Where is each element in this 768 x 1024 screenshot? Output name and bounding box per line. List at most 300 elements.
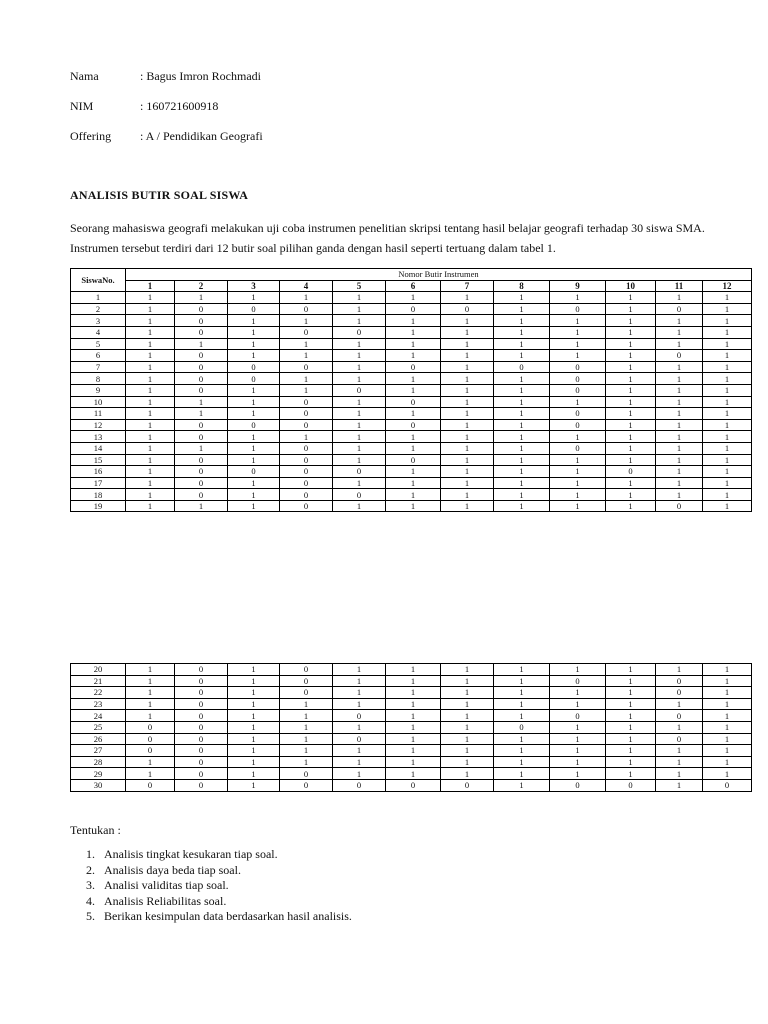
score-cell: 1 bbox=[494, 442, 550, 454]
score-cell: 1 bbox=[126, 466, 175, 478]
name-label: Nama bbox=[70, 69, 99, 83]
score-cell: 1 bbox=[656, 361, 703, 373]
score-cell: 0 bbox=[441, 303, 494, 315]
score-cell: 1 bbox=[386, 384, 441, 396]
table-row bbox=[71, 768, 752, 780]
score-cell: 1 bbox=[703, 384, 752, 396]
score-cell: 1 bbox=[656, 466, 703, 478]
score-cell: 1 bbox=[606, 489, 656, 501]
score-cell: 1 bbox=[228, 779, 280, 791]
score-cell: 0 bbox=[228, 419, 280, 431]
student-number-cell: 5 bbox=[71, 338, 126, 350]
student-number-cell: 17 bbox=[71, 477, 126, 489]
table-row bbox=[71, 500, 752, 512]
score-cell: 1 bbox=[228, 315, 280, 327]
table-row bbox=[71, 396, 752, 408]
score-cell: 1 bbox=[494, 489, 550, 501]
offering-label: Offering bbox=[70, 129, 112, 143]
task-text: Berikan kesimpulan data berdasarkan hasil analisis. bbox=[104, 909, 352, 923]
score-cell: 1 bbox=[441, 396, 494, 408]
score-cell: 1 bbox=[606, 664, 656, 676]
score-cell: 1 bbox=[606, 710, 656, 722]
score-cell: 1 bbox=[228, 710, 280, 722]
score-cell: 1 bbox=[703, 408, 752, 420]
task-number: 3. bbox=[86, 878, 95, 892]
score-cell: 1 bbox=[441, 698, 494, 710]
score-cell: 1 bbox=[126, 408, 175, 420]
score-cell: 1 bbox=[441, 326, 494, 338]
score-cell: 1 bbox=[280, 338, 333, 350]
score-cell: 1 bbox=[280, 721, 333, 733]
score-cell: 1 bbox=[333, 477, 386, 489]
score-cell: 1 bbox=[441, 500, 494, 512]
score-cell: 1 bbox=[703, 350, 752, 362]
score-cell: 1 bbox=[441, 338, 494, 350]
score-cell: 1 bbox=[386, 408, 441, 420]
score-cell: 0 bbox=[656, 350, 703, 362]
score-cell: 1 bbox=[494, 500, 550, 512]
score-cell: 1 bbox=[703, 431, 752, 443]
group-header: Nomor Butir Instrumen bbox=[126, 269, 752, 281]
score-cell: 1 bbox=[703, 500, 752, 512]
score-cell: 0 bbox=[441, 779, 494, 791]
score-cell: 1 bbox=[606, 396, 656, 408]
score-cell: 1 bbox=[441, 710, 494, 722]
score-cell: 1 bbox=[386, 698, 441, 710]
score-cell: 1 bbox=[550, 698, 606, 710]
score-cell: 1 bbox=[386, 756, 441, 768]
score-cell: 1 bbox=[386, 500, 441, 512]
score-cell: 0 bbox=[656, 500, 703, 512]
score-cell: 1 bbox=[386, 721, 441, 733]
score-cell: 1 bbox=[280, 710, 333, 722]
score-cell: 1 bbox=[333, 721, 386, 733]
score-cell: 1 bbox=[228, 326, 280, 338]
item-header-10: 10 bbox=[606, 280, 656, 292]
score-cell: 0 bbox=[280, 419, 333, 431]
task-list bbox=[70, 847, 352, 925]
score-cell: 0 bbox=[656, 687, 703, 699]
score-cell: 0 bbox=[280, 489, 333, 501]
task-text: Analisi validitas tiap soal. bbox=[104, 878, 229, 892]
score-cell: 0 bbox=[175, 303, 228, 315]
score-cell: 0 bbox=[126, 721, 175, 733]
student-number-cell: 4 bbox=[71, 326, 126, 338]
score-cell: 1 bbox=[333, 361, 386, 373]
table-row bbox=[71, 721, 752, 733]
score-cell: 1 bbox=[126, 710, 175, 722]
score-table-part-1 bbox=[70, 268, 752, 512]
score-cell: 1 bbox=[441, 315, 494, 327]
score-cell: 1 bbox=[550, 292, 606, 304]
score-cell: 1 bbox=[126, 350, 175, 362]
student-number-cell: 7 bbox=[71, 361, 126, 373]
table-row bbox=[71, 454, 752, 466]
score-cell: 1 bbox=[550, 500, 606, 512]
item-header-3: 3 bbox=[228, 280, 280, 292]
score-cell: 1 bbox=[606, 408, 656, 420]
score-cell: 0 bbox=[175, 675, 228, 687]
score-cell: 1 bbox=[175, 408, 228, 420]
score-cell: 1 bbox=[494, 745, 550, 757]
student-number-cell: 29 bbox=[71, 768, 126, 780]
score-cell: 0 bbox=[333, 779, 386, 791]
score-cell: 0 bbox=[175, 687, 228, 699]
score-cell: 0 bbox=[550, 675, 606, 687]
score-cell: 0 bbox=[280, 466, 333, 478]
score-cell: 1 bbox=[333, 419, 386, 431]
score-cell: 0 bbox=[494, 721, 550, 733]
score-cell: 1 bbox=[703, 326, 752, 338]
score-cell: 1 bbox=[494, 419, 550, 431]
score-cell: 0 bbox=[386, 396, 441, 408]
table-row bbox=[71, 733, 752, 745]
score-cell: 1 bbox=[550, 733, 606, 745]
score-cell: 1 bbox=[333, 745, 386, 757]
score-cell: 1 bbox=[175, 338, 228, 350]
score-cell: 1 bbox=[606, 477, 656, 489]
score-cell: 1 bbox=[441, 489, 494, 501]
score-cell: 1 bbox=[550, 350, 606, 362]
score-cell: 1 bbox=[333, 500, 386, 512]
list-item bbox=[70, 878, 352, 894]
score-cell: 1 bbox=[606, 721, 656, 733]
table-row bbox=[71, 408, 752, 420]
score-cell: 1 bbox=[656, 721, 703, 733]
table-row bbox=[71, 477, 752, 489]
score-cell: 1 bbox=[333, 768, 386, 780]
student-number-cell: 12 bbox=[71, 419, 126, 431]
score-cell: 1 bbox=[550, 687, 606, 699]
score-cell: 1 bbox=[550, 489, 606, 501]
score-cell: 0 bbox=[175, 384, 228, 396]
score-cell: 1 bbox=[126, 664, 175, 676]
score-cell: 1 bbox=[550, 338, 606, 350]
score-cell: 1 bbox=[703, 315, 752, 327]
score-cell: 1 bbox=[606, 303, 656, 315]
score-cell: 0 bbox=[333, 326, 386, 338]
score-cell: 1 bbox=[606, 419, 656, 431]
score-cell: 1 bbox=[333, 350, 386, 362]
student-number-cell: 2 bbox=[71, 303, 126, 315]
student-number-cell: 14 bbox=[71, 442, 126, 454]
score-cell: 0 bbox=[550, 361, 606, 373]
score-cell: 1 bbox=[550, 454, 606, 466]
score-cell: 1 bbox=[441, 675, 494, 687]
score-cell: 1 bbox=[703, 477, 752, 489]
siswa-header: SiswaNo. bbox=[71, 269, 126, 292]
score-cell: 1 bbox=[494, 373, 550, 385]
item-header-12: 12 bbox=[703, 280, 752, 292]
score-cell: 1 bbox=[333, 315, 386, 327]
score-cell: 0 bbox=[280, 675, 333, 687]
score-cell: 1 bbox=[228, 500, 280, 512]
item-header-7: 7 bbox=[441, 280, 494, 292]
score-cell: 1 bbox=[703, 419, 752, 431]
intro-line-2: Instrumen tersebut terdiri dari 12 butir soal pilihan ganda dengan hasil seperti tertuang dalam tabel 1. bbox=[70, 241, 556, 255]
score-cell: 1 bbox=[386, 292, 441, 304]
score-cell: 1 bbox=[606, 338, 656, 350]
score-cell: 0 bbox=[550, 408, 606, 420]
item-header-5: 5 bbox=[333, 280, 386, 292]
list-item bbox=[70, 894, 352, 910]
score-cell: 1 bbox=[656, 489, 703, 501]
score-cell: 1 bbox=[441, 745, 494, 757]
score-cell: 1 bbox=[656, 292, 703, 304]
score-cell: 1 bbox=[228, 292, 280, 304]
score-cell: 1 bbox=[606, 687, 656, 699]
score-cell: 1 bbox=[656, 338, 703, 350]
student-number-cell: 13 bbox=[71, 431, 126, 443]
list-item bbox=[70, 863, 352, 879]
score-cell: 1 bbox=[441, 466, 494, 478]
score-cell: 1 bbox=[228, 384, 280, 396]
score-cell: 0 bbox=[228, 303, 280, 315]
score-cell: 1 bbox=[126, 292, 175, 304]
score-cell: 1 bbox=[494, 710, 550, 722]
score-cell: 1 bbox=[441, 373, 494, 385]
score-cell: 1 bbox=[333, 303, 386, 315]
score-cell: 1 bbox=[126, 489, 175, 501]
score-cell: 1 bbox=[126, 419, 175, 431]
score-cell: 0 bbox=[656, 303, 703, 315]
score-cell: 0 bbox=[126, 745, 175, 757]
score-cell: 1 bbox=[494, 338, 550, 350]
score-cell: 1 bbox=[606, 326, 656, 338]
score-cell: 1 bbox=[386, 710, 441, 722]
score-cell: 0 bbox=[386, 361, 441, 373]
student-number-cell: 24 bbox=[71, 710, 126, 722]
score-cell: 0 bbox=[280, 396, 333, 408]
score-cell: 1 bbox=[550, 396, 606, 408]
score-cell: 1 bbox=[494, 477, 550, 489]
item-header-1: 1 bbox=[126, 280, 175, 292]
student-number-cell: 16 bbox=[71, 466, 126, 478]
task-number: 5. bbox=[86, 909, 95, 923]
table-row bbox=[71, 664, 752, 676]
score-cell: 1 bbox=[494, 756, 550, 768]
score-cell: 1 bbox=[126, 384, 175, 396]
score-cell: 0 bbox=[228, 361, 280, 373]
score-cell: 1 bbox=[333, 431, 386, 443]
table-row bbox=[71, 489, 752, 501]
score-cell: 0 bbox=[175, 431, 228, 443]
nim-label: NIM bbox=[70, 99, 94, 113]
score-cell: 0 bbox=[606, 779, 656, 791]
score-cell: 0 bbox=[280, 454, 333, 466]
table-row bbox=[71, 698, 752, 710]
score-cell: 1 bbox=[494, 466, 550, 478]
score-cell: 1 bbox=[333, 664, 386, 676]
score-cell: 1 bbox=[228, 454, 280, 466]
table-row bbox=[71, 745, 752, 757]
score-cell: 1 bbox=[386, 733, 441, 745]
score-cell: 0 bbox=[175, 466, 228, 478]
score-cell: 1 bbox=[606, 698, 656, 710]
score-cell: 0 bbox=[333, 466, 386, 478]
score-cell: 0 bbox=[280, 768, 333, 780]
score-cell: 1 bbox=[441, 408, 494, 420]
score-cell: 0 bbox=[175, 315, 228, 327]
score-cell: 1 bbox=[386, 489, 441, 501]
score-cell: 1 bbox=[494, 698, 550, 710]
student-number-cell: 28 bbox=[71, 756, 126, 768]
offering-value: : A / Pendidikan Geografi bbox=[140, 129, 263, 143]
score-cell: 1 bbox=[126, 768, 175, 780]
score-cell: 0 bbox=[550, 419, 606, 431]
score-cell: 1 bbox=[550, 466, 606, 478]
score-cell: 1 bbox=[550, 431, 606, 443]
score-cell: 1 bbox=[228, 733, 280, 745]
score-cell: 1 bbox=[656, 442, 703, 454]
table-row bbox=[71, 431, 752, 443]
score-cell: 0 bbox=[175, 779, 228, 791]
score-cell: 1 bbox=[126, 500, 175, 512]
score-cell: 1 bbox=[175, 396, 228, 408]
score-cell: 0 bbox=[175, 710, 228, 722]
score-cell: 1 bbox=[386, 687, 441, 699]
student-number-cell: 18 bbox=[71, 489, 126, 501]
score-cell: 1 bbox=[703, 454, 752, 466]
score-cell: 1 bbox=[494, 687, 550, 699]
score-cell: 1 bbox=[441, 664, 494, 676]
score-cell: 1 bbox=[703, 338, 752, 350]
score-cell: 1 bbox=[280, 745, 333, 757]
task-text: Analisis tingkat kesukaran tiap soal. bbox=[104, 847, 278, 861]
score-cell: 0 bbox=[175, 664, 228, 676]
score-cell: 0 bbox=[175, 350, 228, 362]
score-cell: 1 bbox=[703, 745, 752, 757]
score-cell: 1 bbox=[333, 442, 386, 454]
score-cell: 1 bbox=[550, 315, 606, 327]
score-cell: 0 bbox=[386, 779, 441, 791]
score-cell: 1 bbox=[126, 698, 175, 710]
score-cell: 1 bbox=[228, 489, 280, 501]
score-cell: 1 bbox=[386, 431, 441, 443]
score-cell: 0 bbox=[280, 361, 333, 373]
score-cell: 1 bbox=[656, 779, 703, 791]
intro-line-1: Seorang mahasiswa geografi melakukan uji coba instrumen penelitian skripsi tentang hasil belajar geografi terhadap 30 siswa SMA. bbox=[70, 221, 705, 235]
score-cell: 1 bbox=[386, 768, 441, 780]
score-cell: 1 bbox=[386, 675, 441, 687]
score-cell: 1 bbox=[333, 292, 386, 304]
score-cell: 0 bbox=[175, 454, 228, 466]
score-cell: 1 bbox=[656, 384, 703, 396]
score-cell: 1 bbox=[333, 338, 386, 350]
score-cell: 1 bbox=[228, 477, 280, 489]
score-cell: 1 bbox=[550, 768, 606, 780]
score-cell: 1 bbox=[703, 768, 752, 780]
table-row bbox=[71, 675, 752, 687]
score-cell: 1 bbox=[175, 442, 228, 454]
score-cell: 1 bbox=[228, 431, 280, 443]
score-cell: 1 bbox=[494, 733, 550, 745]
score-cell: 1 bbox=[386, 466, 441, 478]
score-cell: 1 bbox=[126, 477, 175, 489]
task-text: Analisis Reliabilitas soal. bbox=[104, 893, 227, 908]
score-cell: 1 bbox=[228, 687, 280, 699]
score-cell: 1 bbox=[386, 315, 441, 327]
score-cell: 0 bbox=[175, 326, 228, 338]
score-cell: 0 bbox=[333, 733, 386, 745]
score-cell: 1 bbox=[656, 315, 703, 327]
table-row bbox=[71, 779, 752, 791]
score-cell: 1 bbox=[280, 350, 333, 362]
score-cell: 0 bbox=[280, 477, 333, 489]
student-number-cell: 8 bbox=[71, 373, 126, 385]
score-cell: 1 bbox=[441, 292, 494, 304]
score-cell: 1 bbox=[606, 745, 656, 757]
score-cell: 1 bbox=[494, 408, 550, 420]
item-header-row bbox=[71, 280, 752, 292]
score-cell: 1 bbox=[228, 442, 280, 454]
score-cell: 1 bbox=[441, 733, 494, 745]
score-cell: 1 bbox=[126, 373, 175, 385]
score-cell: 1 bbox=[656, 408, 703, 420]
score-cell: 1 bbox=[228, 350, 280, 362]
score-cell: 1 bbox=[280, 292, 333, 304]
score-cell: 0 bbox=[175, 733, 228, 745]
score-cell: 0 bbox=[280, 664, 333, 676]
score-cell: 0 bbox=[228, 373, 280, 385]
score-cell: 1 bbox=[228, 338, 280, 350]
score-cell: 1 bbox=[703, 687, 752, 699]
score-cell: 0 bbox=[175, 745, 228, 757]
score-cell: 0 bbox=[280, 500, 333, 512]
score-cell: 0 bbox=[280, 408, 333, 420]
score-cell: 1 bbox=[280, 698, 333, 710]
score-cell: 1 bbox=[656, 454, 703, 466]
student-number-cell: 23 bbox=[71, 698, 126, 710]
score-cell: 1 bbox=[333, 396, 386, 408]
score-cell: 1 bbox=[494, 768, 550, 780]
score-cell: 0 bbox=[550, 373, 606, 385]
score-cell: 0 bbox=[280, 303, 333, 315]
score-cell: 1 bbox=[703, 396, 752, 408]
item-header-8: 8 bbox=[494, 280, 550, 292]
score-cell: 1 bbox=[386, 745, 441, 757]
table-row bbox=[71, 384, 752, 396]
score-cell: 1 bbox=[703, 373, 752, 385]
score-cell: 0 bbox=[703, 779, 752, 791]
score-cell: 1 bbox=[606, 768, 656, 780]
score-cell: 0 bbox=[386, 454, 441, 466]
table-row bbox=[71, 315, 752, 327]
score-cell: 1 bbox=[333, 687, 386, 699]
score-cell: 1 bbox=[606, 675, 656, 687]
name-value: : Bagus Imron Rochmadi bbox=[140, 69, 261, 83]
list-item bbox=[70, 909, 352, 925]
score-cell: 1 bbox=[656, 768, 703, 780]
table-row bbox=[71, 687, 752, 699]
score-cell: 1 bbox=[333, 698, 386, 710]
table-row bbox=[71, 442, 752, 454]
score-cell: 1 bbox=[126, 326, 175, 338]
item-header-9: 9 bbox=[550, 280, 606, 292]
score-cell: 0 bbox=[656, 733, 703, 745]
score-cell: 0 bbox=[175, 361, 228, 373]
score-cell: 1 bbox=[333, 756, 386, 768]
score-cell: 0 bbox=[175, 721, 228, 733]
score-cell: 1 bbox=[550, 664, 606, 676]
score-cell: 1 bbox=[280, 756, 333, 768]
nim-value: : 160721600918 bbox=[140, 99, 219, 113]
task-text: Analisis daya beda tiap soal. bbox=[104, 862, 241, 877]
score-cell: 1 bbox=[386, 664, 441, 676]
score-cell: 0 bbox=[494, 361, 550, 373]
score-cell: 0 bbox=[126, 733, 175, 745]
score-cell: 1 bbox=[175, 292, 228, 304]
